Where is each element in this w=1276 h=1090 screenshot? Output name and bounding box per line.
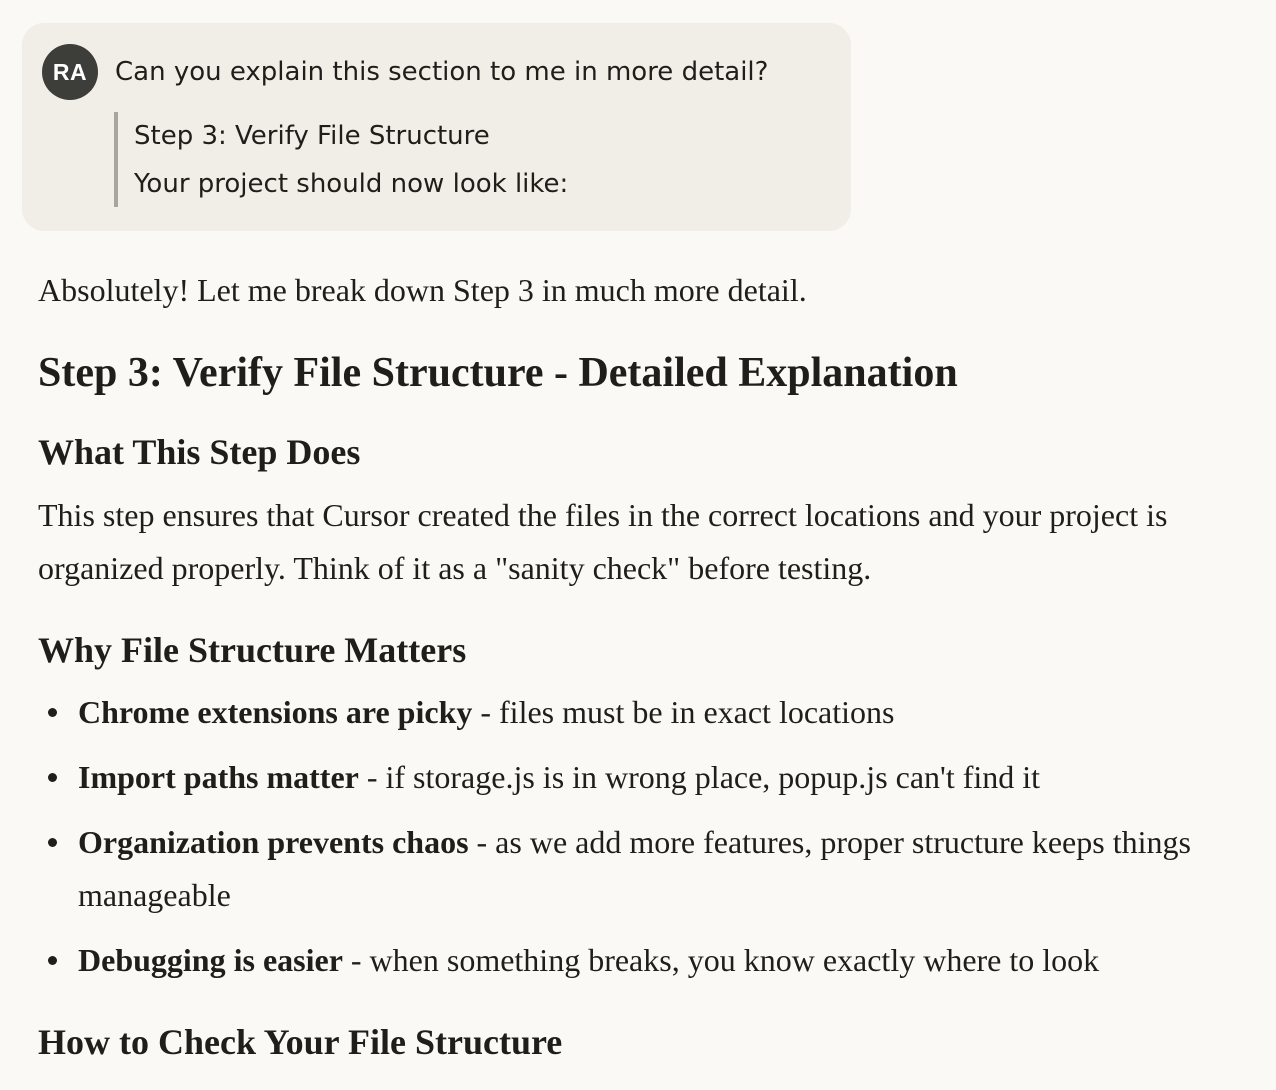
bullet-dot-icon: [48, 773, 57, 782]
bullet-bold-text: Organization prevents chaos: [78, 824, 469, 860]
list-item: [38, 686, 1258, 739]
bullet-text: - files must be in exact locations: [472, 694, 895, 730]
bullet-bold-text: Debugging is easier: [78, 942, 343, 978]
quoted-line: Your project should now look like:: [134, 169, 569, 199]
user-message-bubble: [22, 23, 851, 231]
section-heading-what-step-does: What This Step Does: [38, 432, 361, 472]
quoted-excerpt: [114, 112, 568, 207]
list-item: [38, 934, 1258, 987]
section-heading-why-structure-matters: Why File Structure Matters: [38, 630, 467, 670]
bullet-text: - as we add more features, proper structure keeps things manageable: [78, 824, 1191, 913]
bullet-list: [38, 686, 1258, 999]
response-intro: Absolutely! Let me break down Step 3 in much more detail.: [38, 272, 807, 308]
user-question-text: Can you explain this section to me in more detail?: [115, 57, 769, 87]
bullet-text: - if storage.js is in wrong place, popup.js can't find it: [358, 759, 1041, 795]
bullet-dot-icon: [48, 708, 57, 717]
list-item: [38, 751, 1258, 804]
quoted-line: Step 3: Verify File Structure: [134, 121, 490, 151]
bullet-dot-icon: [48, 956, 57, 965]
bullet-bold-text: Import paths matter: [78, 759, 359, 795]
list-item: [38, 816, 1258, 922]
user-avatar[interactable]: RA: [42, 44, 98, 100]
section-heading-how-to-check: How to Check Your File Structure: [38, 1022, 563, 1062]
section-paragraph: This step ensures that Cursor created the files in the correct locations and your project is organized properly. Think of it as a "sanity check" before testing.: [38, 497, 1168, 586]
bullet-bold-text: Chrome extensions are picky: [78, 694, 473, 730]
response-title: Step 3: Verify File Structure - Detailed Explanation: [38, 350, 958, 396]
bullet-text: - when something breaks, you know exactly where to look: [342, 942, 1100, 978]
bullet-dot-icon: [48, 838, 57, 847]
